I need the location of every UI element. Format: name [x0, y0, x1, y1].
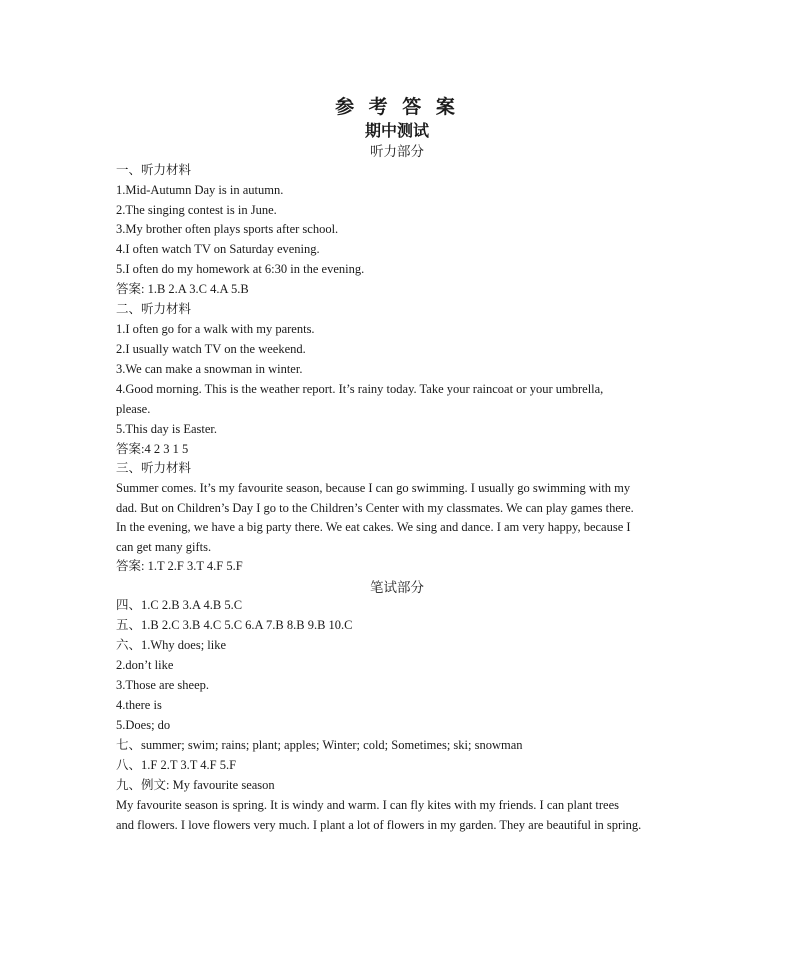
text-line: dad. But on Children’s Day I go to the Children’s Center with my classmates. We can play games there.	[116, 501, 634, 515]
text-line: 3.Those are sheep.	[116, 678, 210, 692]
text-line: please.	[116, 402, 151, 416]
text-line: 2.I usually watch TV on the weekend.	[116, 342, 306, 356]
text-line: 二、听力材料	[116, 302, 192, 316]
text-line: 4.Good morning. This is the weather report. It’s rainy today. Take your raincoat or your umbrella,	[116, 382, 604, 396]
text-line: 六、1.Why does; like	[116, 638, 227, 652]
text-line: 2.The singing contest is in June.	[116, 203, 277, 217]
text-line: 1.Mid-Autumn Day is in autumn.	[116, 183, 284, 197]
listening-section-heading: 听力部分	[370, 144, 424, 160]
text-line: 2.don’t like	[116, 658, 174, 672]
text-line: 八、1.F 2.T 3.T 4.F 5.F	[116, 758, 237, 772]
text-line: 一、听力材料	[116, 163, 192, 177]
page-title: 参 考 答 案	[335, 96, 459, 118]
text-line: 四、1.C 2.B 3.A 4.B 5.C	[116, 598, 243, 612]
page-subtitle: 期中测试	[364, 121, 429, 140]
text-line: 5.I often do my homework at 6:30 in the evening.	[116, 262, 365, 276]
text-line: 3.My brother often plays sports after school.	[116, 222, 339, 236]
text-line: can get many gifts.	[116, 540, 212, 554]
answer-line: 答案: 1.T 2.F 3.T 4.F 5.F	[116, 559, 243, 573]
text-line: 5.This day is Easter.	[116, 422, 218, 436]
answer-line: 答案:4 2 3 1 5	[116, 442, 189, 456]
text-line: 五、1.B 2.C 3.B 4.C 5.C 6.A 7.B 8.B 9.B 10.C	[116, 618, 353, 632]
text-line: 1.I often go for a walk with my parents.	[116, 322, 315, 336]
text-line: In the evening, we have a big party there. We eat cakes. We sing and dance. I am very happy, because I	[116, 520, 631, 534]
text-line: 三、听力材料	[116, 461, 192, 475]
text-line: 4.there is	[116, 698, 162, 712]
written-section-heading: 笔试部分	[370, 580, 424, 596]
text-line: 七、summer; swim; rains; plant; apples; Winter; cold; Sometimes; ski; snowman	[116, 738, 523, 752]
text-line: Summer comes. It’s my favourite season, because I can go swimming. I usually go swimming with my	[116, 481, 631, 495]
text-line: 3.We can make a snowman in winter.	[116, 362, 303, 376]
text-line: 5.Does; do	[116, 718, 171, 732]
text-line: 4.I often watch TV on Saturday evening.	[116, 242, 320, 256]
answer-line: 答案: 1.B 2.A 3.C 4.A 5.B	[116, 282, 249, 296]
text-line: 九、例文: My favourite season	[116, 778, 275, 792]
text-line: and flowers. I love flowers very much. I plant a lot of flowers in my garden. They are beautiful in spring.	[116, 818, 642, 832]
text-line: My favourite season is spring. It is windy and warm. I can fly kites with my friends. I can plant trees	[116, 798, 620, 812]
